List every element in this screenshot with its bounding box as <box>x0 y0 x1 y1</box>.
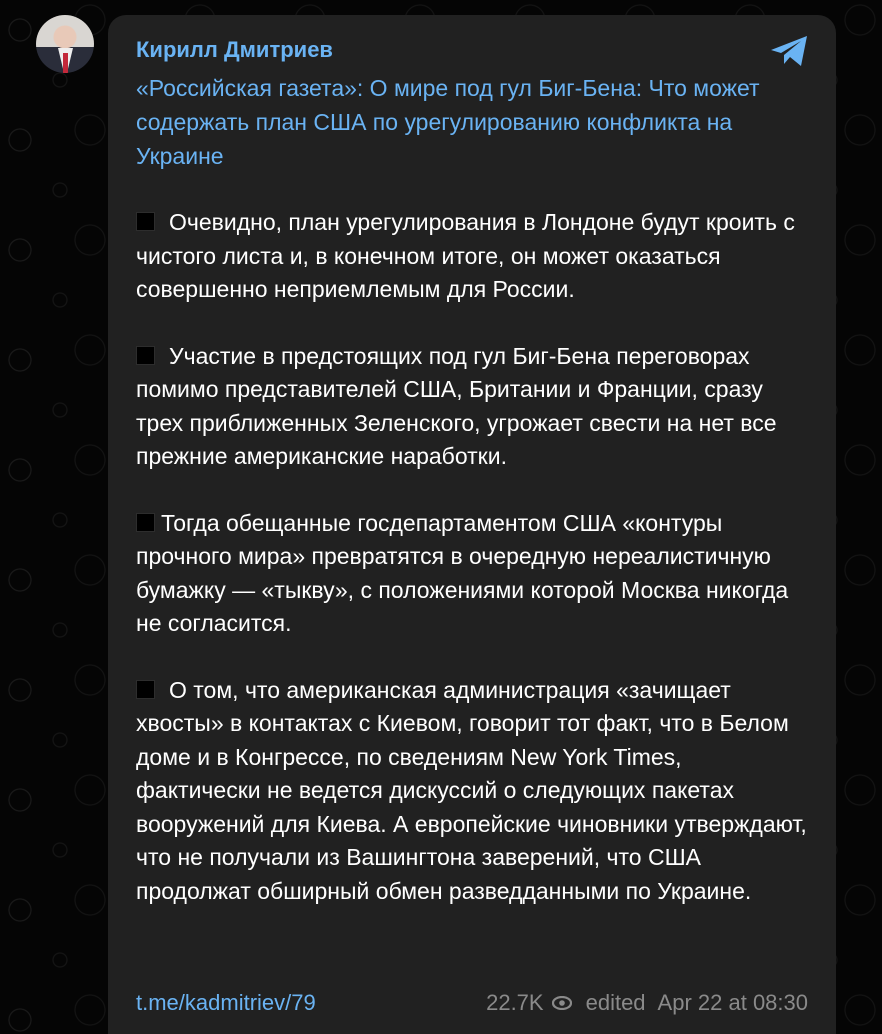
message-bubble <box>108 15 836 1034</box>
view-count: 22.7K <box>486 990 544 1015</box>
black-square-icon <box>136 513 155 532</box>
black-square-icon <box>136 680 155 699</box>
avatar[interactable] <box>36 15 94 73</box>
paragraph-1 <box>136 206 808 307</box>
paragraph-2 <box>136 340 808 474</box>
message-meta <box>486 990 808 1016</box>
timestamp: Apr 22 at 08:30 <box>657 990 808 1015</box>
message-footer <box>136 987 808 1019</box>
eye-icon <box>552 996 572 1010</box>
edited-label: edited <box>585 990 646 1015</box>
avatar-tie <box>63 53 68 73</box>
telegram-plane-icon[interactable] <box>769 34 809 68</box>
paragraph-text: О том, что американская администрация «зачищает хвосты» в контактах с Киевом, говорит тот факт, что в Белом доме и в Конгрессе, по сведениям New York Times, фактически не ведется дискуссий о следующих пакетах вооружений для Киева. А европейские чиновники утверждают, что не получали из Вашингтона заверений, что США продолжат обширный обмен разведданными по Украине. <box>136 676 807 904</box>
author-name[interactable]: Кирилл Дмитриев <box>136 37 333 62</box>
paragraph-3 <box>136 507 808 641</box>
post-headline: «Российская газета»: О мире под гул Биг-Бена: Что может содержать план США по урегулированию конфликта на Украине <box>136 75 760 169</box>
paragraph-text: Очевидно, план урегулирования в Лондоне будут кроить с чистого листа и, в конечном итоге, он может оказаться совершенно неприемлемым для России. <box>136 209 795 302</box>
paragraph-text: Участие в предстоящих под гул Биг-Бена переговорах помимо представителей США, Британии и Франции, сразу трех приближенных Зеленского, угрожает свести на нет все прежние американские наработки. <box>136 342 777 469</box>
black-square-icon <box>136 212 155 231</box>
paragraph-text: Тогда обещанные госдепартаментом США «контуры прочного мира» превратятся в очередную нереалистичную бумажку — «тыкву», с положениями которой Москва никогда не согласится. <box>136 509 789 636</box>
black-square-icon <box>136 346 155 365</box>
paragraph-4 <box>136 674 808 909</box>
post-link[interactable]: t.me/kadmitriev/79 <box>136 990 316 1015</box>
